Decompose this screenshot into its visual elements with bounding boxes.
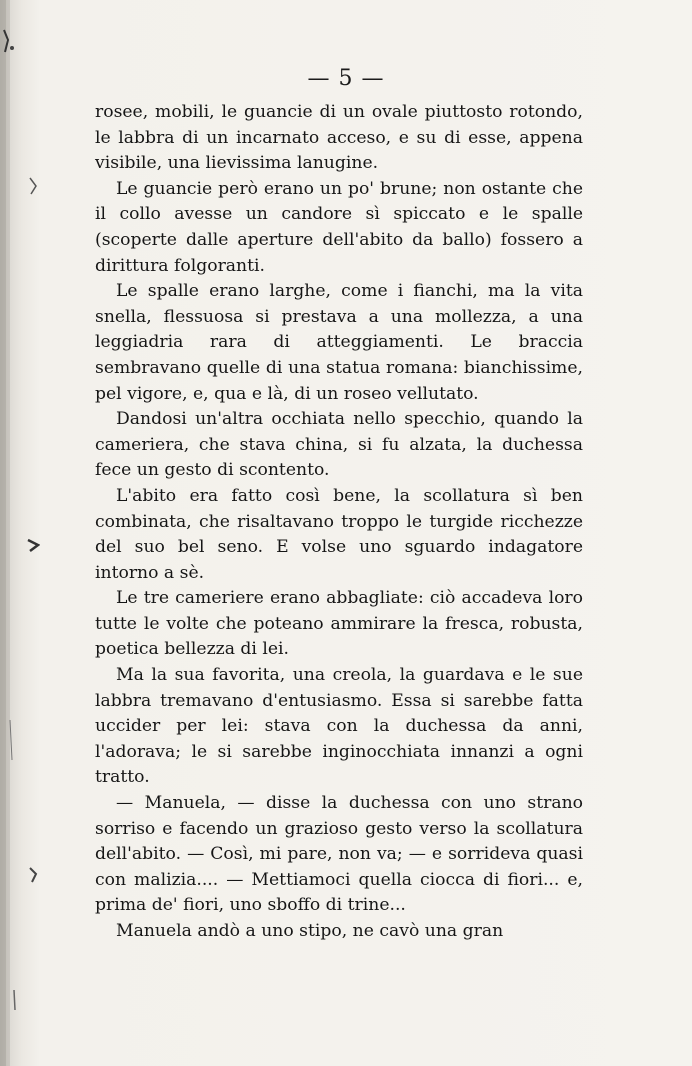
paragraph: rosee, mobili, le guancie di un ovale piuttosto rotondo, le labbra di un incarnato acceso, e su di esse, appena visibile, una lievissima lanugine. xyxy=(95,102,583,174)
body-text xyxy=(95,100,583,945)
paragraph: Dandosi un'altra occhiata nello specchio, quando la cameriera, che stava china, si fu alzata, la duchessa fece un gesto di scontento. xyxy=(95,409,583,481)
paragraph: Le spalle erano larghe, come i fianchi, ma la vita snella, flessuosa si prestava a una mollezza, a una leggiadria rara di atteggiamenti. Le braccia sembravano quelle di una statua romana: bianchissime, pel vigore, e, qua e là, di un roseo vellutato. xyxy=(95,281,583,404)
paragraph: L'abito era fatto così bene, la scollatura sì ben combinata, che risaltavano troppo le turgide ricchezze del suo bel seno. E volse uno sguardo indagatore intorno a sè. xyxy=(95,485,583,583)
page-number: — 5 — xyxy=(307,66,385,91)
paragraph: Le tre cameriere erano abbagliate: ciò accadeva loro tutte le volte che poteano ammirare la fresca, robusta, poetica bellezza di lei. xyxy=(95,588,583,660)
scanned-page-edge xyxy=(0,0,40,1066)
paragraph: Ma la sua favorita, una creola, la guardava e le sue labbra tremavano d'entusiasmo. Essa si sarebbe fatta uccider per lei: stava con la duchessa da anni, l'adorava; le si sarebbe inginocchiata innanzi a ogni tratto. xyxy=(95,665,583,788)
paragraph: — Manuela, — disse la duchessa con uno strano sorriso e facendo un grazioso gesto verso la scollatura dell'abito. — Così, mi pare, non va; — e sorrideva quasi con malizia.... — Mettiamoci quella ciocca di fiori... e, prima de' fiori, uno sboffo di trine... xyxy=(95,793,583,916)
paragraph: Le guancie però erano un po' brune; non ostante che il collo avesse un candore sì spiccato e le spalle (scoperte dalle aperture dell'abito da ballo) fossero a dirittura folgoranti. xyxy=(95,178,583,276)
paragraph: Manuela andò a uno stipo, ne cavò una gran xyxy=(116,921,504,941)
